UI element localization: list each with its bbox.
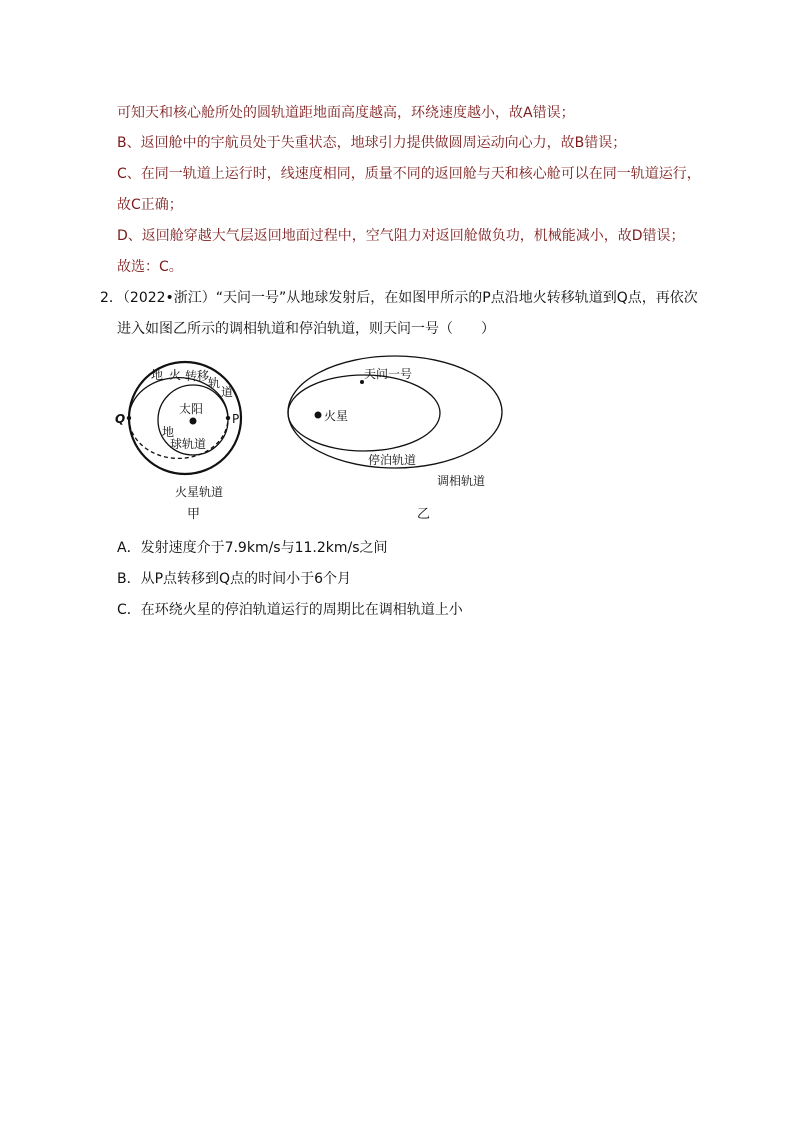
figure-yi	[280, 350, 520, 530]
solution-line-6: 故选：C。	[117, 259, 183, 275]
label-earth-3: 轨道	[182, 437, 207, 451]
label-parking: 停泊轨道	[368, 453, 417, 467]
solution-line-2: B、返回舱中的宇航员处于失重状态，地球引力提供做圆周运动向心力，故B错误；	[117, 135, 627, 151]
label-transfer-5: 道	[221, 385, 234, 399]
question-line-2: 进入如图乙所示的调相轨道和停泊轨道，则天问一号（ ）	[117, 321, 495, 337]
label-p: P	[232, 412, 240, 426]
label-mars: 火星	[324, 409, 349, 423]
label-sun: 太阳	[179, 402, 204, 416]
label-earth-2: 球	[170, 437, 183, 451]
label-transfer-2: 火	[169, 368, 182, 382]
solution-line-4: 故C正确；	[117, 197, 183, 213]
option-c: C．在环绕火星的停泊轨道运行的周期比在调相轨道上小	[117, 602, 463, 618]
label-mars-orbit: 火星轨道	[175, 485, 224, 499]
label-transfer-3: 转移	[185, 369, 210, 383]
point-q	[127, 416, 131, 420]
label-transfer-1: 地	[151, 368, 164, 382]
caption-jia: 甲	[187, 507, 201, 522]
label-phasing: 调相轨道	[437, 474, 486, 488]
point-p	[226, 416, 230, 420]
label-earth-1: 地	[162, 425, 175, 439]
solution-line-5: D、返回舱穿越大气层返回地面过程中，空气阻力对返回舱做负功，机械能减小，故D错误；	[117, 228, 685, 244]
label-transfer-4: 轨	[208, 376, 221, 390]
solution-line-1: 可知天和核心舱所处的圆轨道距地面高度越高，环绕速度越小，故A错误；	[117, 105, 575, 121]
option-a: A．发射速度介于7.9km/s与11.2km/s之间	[117, 540, 388, 556]
sun-dot	[190, 418, 197, 425]
mars-dot	[315, 412, 322, 419]
label-q: Q	[115, 412, 126, 426]
option-b: B．从P点转移到Q点的时间小于6个月	[117, 571, 351, 587]
solution-line-3: C、在同一轨道上运行时，线速度相同，质量不同的返回舱与天和核心舱可以在同一轨道运行，	[117, 166, 701, 182]
label-tianwen: 天问一号	[364, 367, 413, 381]
question-line-1: 2．（2022•浙江）“天问一号”从地球发射后，在如图甲所示的P点沿地火转移轨道到Q点，再依次	[100, 290, 698, 306]
caption-yi: 乙	[417, 507, 431, 522]
parking-orbit	[288, 375, 440, 451]
figure-jia	[105, 350, 285, 530]
